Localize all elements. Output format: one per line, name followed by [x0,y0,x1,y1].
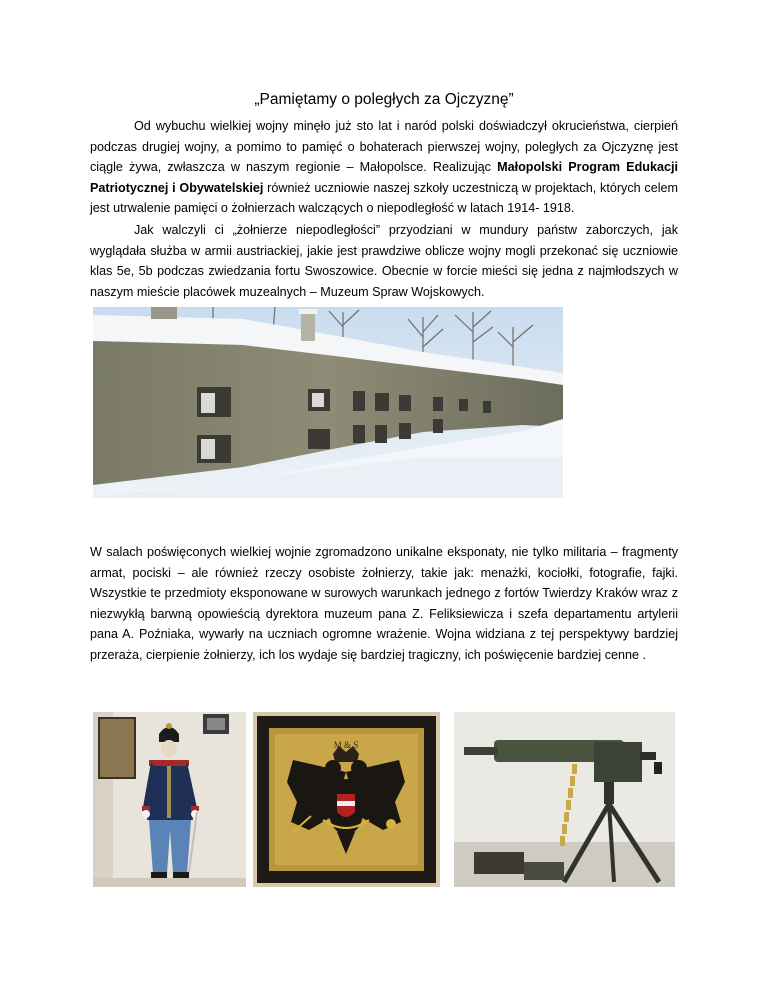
uniform-photo [93,712,246,887]
page-title: „Pamiętamy o poległych za Ojczyznę” [254,91,514,108]
paragraph-intro-text-b: również uczniowie naszej szkoły uczestniczą w projektach, których celem jest utrwalenie pamięci o żołnierzach walczących o niepodległość w latach 1914- 1918. [90,180,678,216]
program-name: Małopolski Program Edukacji Patriotycznej i Obywatelskiej [90,160,678,195]
fort-photo-image [93,307,563,498]
uniform-photo-image [93,712,246,887]
paragraph-exhibits [90,542,678,666]
paragraph-exhibits-text: W salach poświęconych wielkiej wojnie zgromadzono unikalne eksponaty, nie tylko militaria – fragmenty armat, pociski – ale również rzeczy osobiste żołnierzy, takie jak: menażki, kociołki, fotografie, fajki. Wszystkie te przedmioty eksponowane w surowych warunkach jednego z fortów Twierdzy Kraków wraz z niezwykłą barwną opowieścią dyrektora muzeum pana Z. Feliksiewicza i szefa departamentu artylerii pana A. Poźniaka, wywarły na uczniach ogromne wrażenie. Wojna widziana z tej perspektywy bardziej przeraża, cierpienie żołnierzy, ich los wydaje się bardziej tragiczny, ich poświęcenie bardziej cenne . [90,545,678,662]
paragraph-visit [90,220,678,302]
plaque-inscription: M & S [333,740,359,750]
machine-gun-photo [454,712,675,887]
coat-of-arms-photo-image [253,712,440,887]
paragraph-intro [90,116,678,219]
machine-gun-photo-image [454,712,675,887]
coat-of-arms-photo [253,712,440,887]
fort-photo [93,307,563,498]
paragraph-visit-text: Jak walczyli ci „żołnierze niepodległości” przyodziani w mundury państw zaborczych, jak wyglądała służba w armii austriackiej, jakie jest prawdziwe oblicze wojny mogli przekonać się uczniowie klas 5e, 5b podczas zwiedzania fortu Swoszowice. Obecnie w forcie mieści się jedna z najmłodszych w naszym mieście placówek muzealnych – Muzeum Spraw Wojskowych. [90,223,678,299]
paragraph-intro-text-a: Od wybuchu wielkiej wojny minęło już sto lat i naród polski doświadczył okrucieństwa, cierpień podczas drugiej wojny, a pomimo to pamięć o bohaterach pierwszej wojny, poległych za Ojczyznę jest ciągle żywa, zwłaszcza w naszym regionie – Małopolsce. Realizując [90,119,678,175]
